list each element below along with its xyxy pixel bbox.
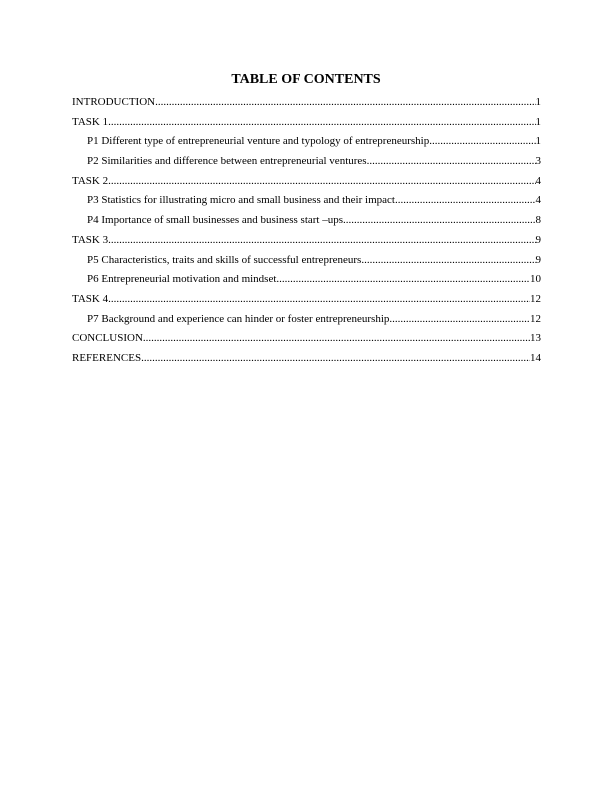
toc-entry[interactable] bbox=[72, 152, 541, 172]
toc-entry-page-number: 1 bbox=[535, 96, 541, 108]
toc-entry[interactable] bbox=[72, 329, 541, 349]
dot-leader bbox=[343, 211, 535, 231]
toc-entry-label: P4 Importance of small businesses and business start –ups bbox=[87, 214, 344, 227]
dot-leader bbox=[389, 310, 530, 330]
toc-entry-label: P2 Similarities and difference between entrepreneurial ventures bbox=[87, 155, 367, 168]
dot-leader bbox=[108, 290, 530, 310]
dot-leader bbox=[155, 93, 535, 113]
toc-entry-page-number: 12 bbox=[530, 292, 541, 305]
dot-leader bbox=[108, 113, 535, 133]
toc-entry[interactable] bbox=[72, 231, 541, 251]
dot-leader bbox=[361, 251, 535, 271]
dot-leader bbox=[395, 191, 536, 211]
toc-entry-label: P7 Background and experience can hinder or foster entrepreneurship bbox=[87, 312, 390, 325]
toc-entry[interactable] bbox=[72, 290, 541, 310]
toc-entry-page-number: 3 bbox=[535, 155, 541, 168]
toc-entry-label: INTRODUCTION bbox=[72, 96, 156, 108]
toc-entry-label: CONCLUSION bbox=[72, 332, 143, 345]
dot-leader bbox=[429, 132, 535, 152]
dot-leader bbox=[367, 152, 536, 172]
dot-leader bbox=[143, 329, 530, 349]
toc-entry-page-number: 8 bbox=[535, 214, 541, 227]
toc-entry-label: TASK 2 bbox=[72, 174, 109, 187]
toc-entry-label: P6 Entrepreneurial motivation and mindset bbox=[87, 273, 277, 286]
toc-entry-page-number: 14 bbox=[530, 351, 541, 364]
toc-entry-page-number: 4 bbox=[535, 174, 541, 187]
toc-entry[interactable] bbox=[72, 310, 541, 330]
toc-entry[interactable] bbox=[72, 113, 541, 133]
toc-entry-page-number: 9 bbox=[535, 253, 541, 266]
toc-entry-label: P3 Statistics for illustrating micro and small business and their impact bbox=[87, 194, 395, 207]
toc-entry-label: P1 Different type of entrepreneurial venture and typology of entrepreneurship bbox=[87, 135, 430, 148]
dot-leader bbox=[141, 349, 530, 369]
toc-title: TABLE OF CONTENTS bbox=[231, 72, 381, 87]
dot-leader bbox=[276, 270, 530, 290]
toc-entry-page-number: 4 bbox=[535, 194, 541, 207]
toc-entry[interactable] bbox=[72, 172, 541, 192]
toc-entry[interactable] bbox=[72, 132, 541, 152]
toc-entry-page-number: 13 bbox=[530, 332, 541, 345]
toc-entry[interactable] bbox=[72, 211, 541, 231]
toc-entry-label: TASK 3 bbox=[72, 233, 109, 246]
toc-list bbox=[72, 93, 541, 369]
toc-entry[interactable] bbox=[72, 349, 541, 369]
toc-entry-page-number: 12 bbox=[530, 312, 541, 325]
toc-entry-page-number: 9 bbox=[535, 233, 541, 246]
dot-leader bbox=[108, 172, 535, 192]
toc-entry-page-number: 1 bbox=[535, 135, 541, 148]
dot-leader bbox=[108, 231, 535, 251]
toc-entry[interactable] bbox=[72, 270, 541, 290]
toc-entry-page-number: 10 bbox=[530, 273, 541, 286]
toc-entry-label: REFERENCES bbox=[72, 351, 142, 364]
toc-entry[interactable] bbox=[72, 251, 541, 271]
toc-entry-label: TASK 1 bbox=[72, 115, 109, 128]
toc-entry[interactable] bbox=[72, 93, 541, 113]
toc-entry[interactable] bbox=[72, 191, 541, 211]
toc-entry-label: TASK 4 bbox=[72, 292, 109, 305]
toc-entry-page-number: 1 bbox=[535, 115, 541, 128]
toc-entry-label: P5 Characteristics, traits and skills of successful entrepreneurs bbox=[87, 253, 362, 266]
